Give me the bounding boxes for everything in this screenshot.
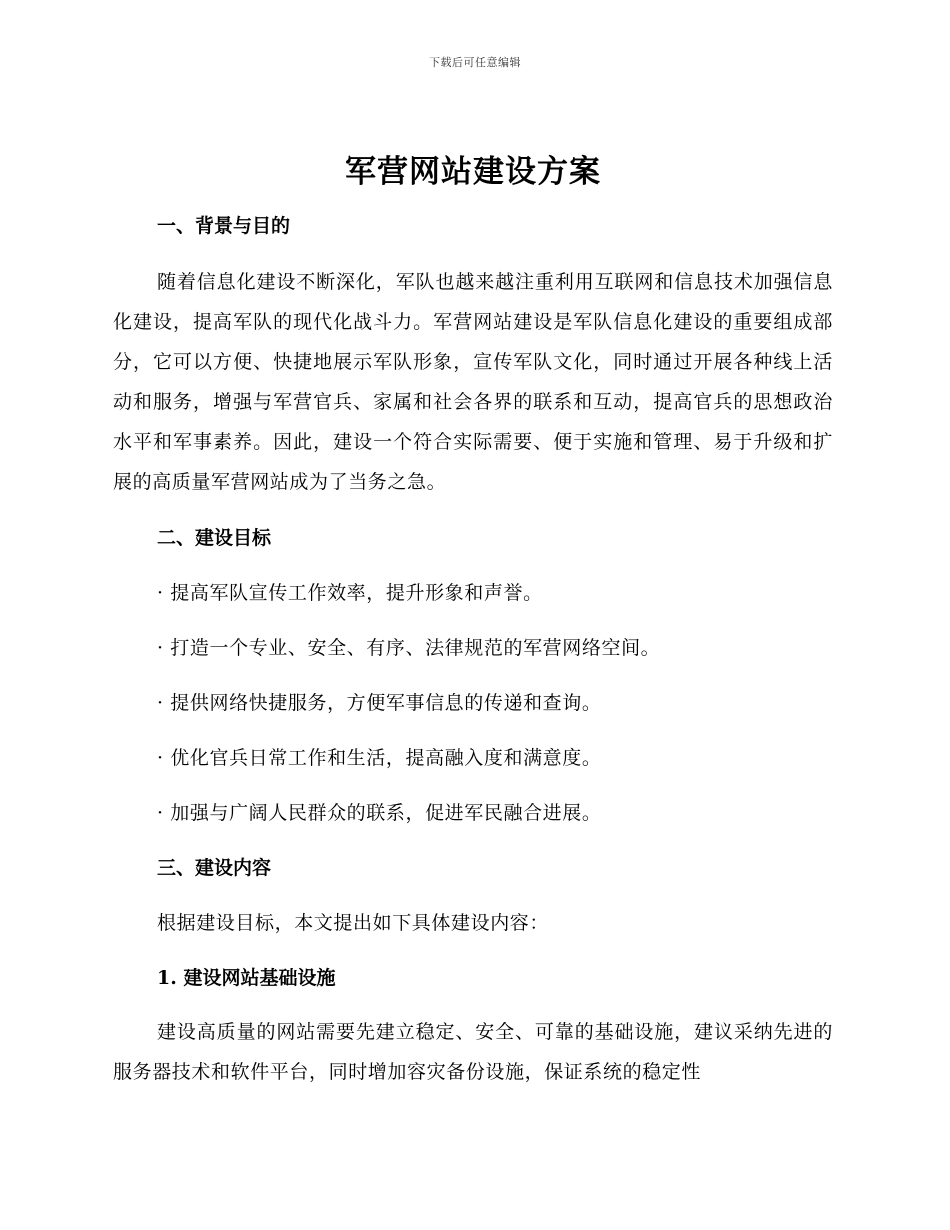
goal-item: · 优化官兵日常工作和生活，提高融入度和满意度。 — [157, 747, 602, 769]
background-paragraph: 随着信息化建设不断深化，军队也越来越注重利用互联网和信息技术加强信息化建设，提高军队的现代化战斗力。军营网站建设是军队信息化建设的重要组成部分，它可以方便、快捷地展示军队形象，宣传军队文化，同时通过开展各种线上活动和服务，增强与军营官兵、家属和社会各界的联系和互动，提高官兵的思想政治水平和军事素养。因此，建设一个符合实际需要、便于实施和管理、易于升级和扩展的高质量军营网站成为了当务之急。 — [113, 271, 833, 493]
document-page — [113, 150, 833, 1092]
infrastructure-paragraph: 建设高质量的网站需要先建立稳定、安全、可靠的基础设施，建议采纳先进的服务器技术和软件平台，同时增加容灾备份设施，保证系统的稳定性 — [113, 1021, 833, 1083]
content-intro: 根据建设目标，本文提出如下具体建设内容： — [157, 912, 550, 934]
section-heading-goals: 二、建设目标 — [157, 527, 272, 549]
goal-item: · 加强与广阔人民群众的联系，促进军民融合进展。 — [157, 802, 602, 824]
section-heading-content: 三、建设内容 — [157, 857, 272, 879]
header-note: 下载后可任意编辑 — [429, 56, 521, 69]
goal-item: · 打造一个专业、安全、有序、法律规范的军营网络空间。 — [157, 637, 661, 659]
goal-item: · 提高军队宣传工作效率，提升形象和声誉。 — [157, 582, 543, 604]
section-heading-background: 一、背景与目的 — [157, 215, 291, 237]
subsection-heading-infrastructure: 1. 建设网站基础设施 — [157, 967, 336, 989]
document-title: 军营网站建设方案 — [345, 154, 601, 190]
goal-item: · 提供网络快捷服务，方便军事信息的传递和查询。 — [157, 692, 602, 714]
